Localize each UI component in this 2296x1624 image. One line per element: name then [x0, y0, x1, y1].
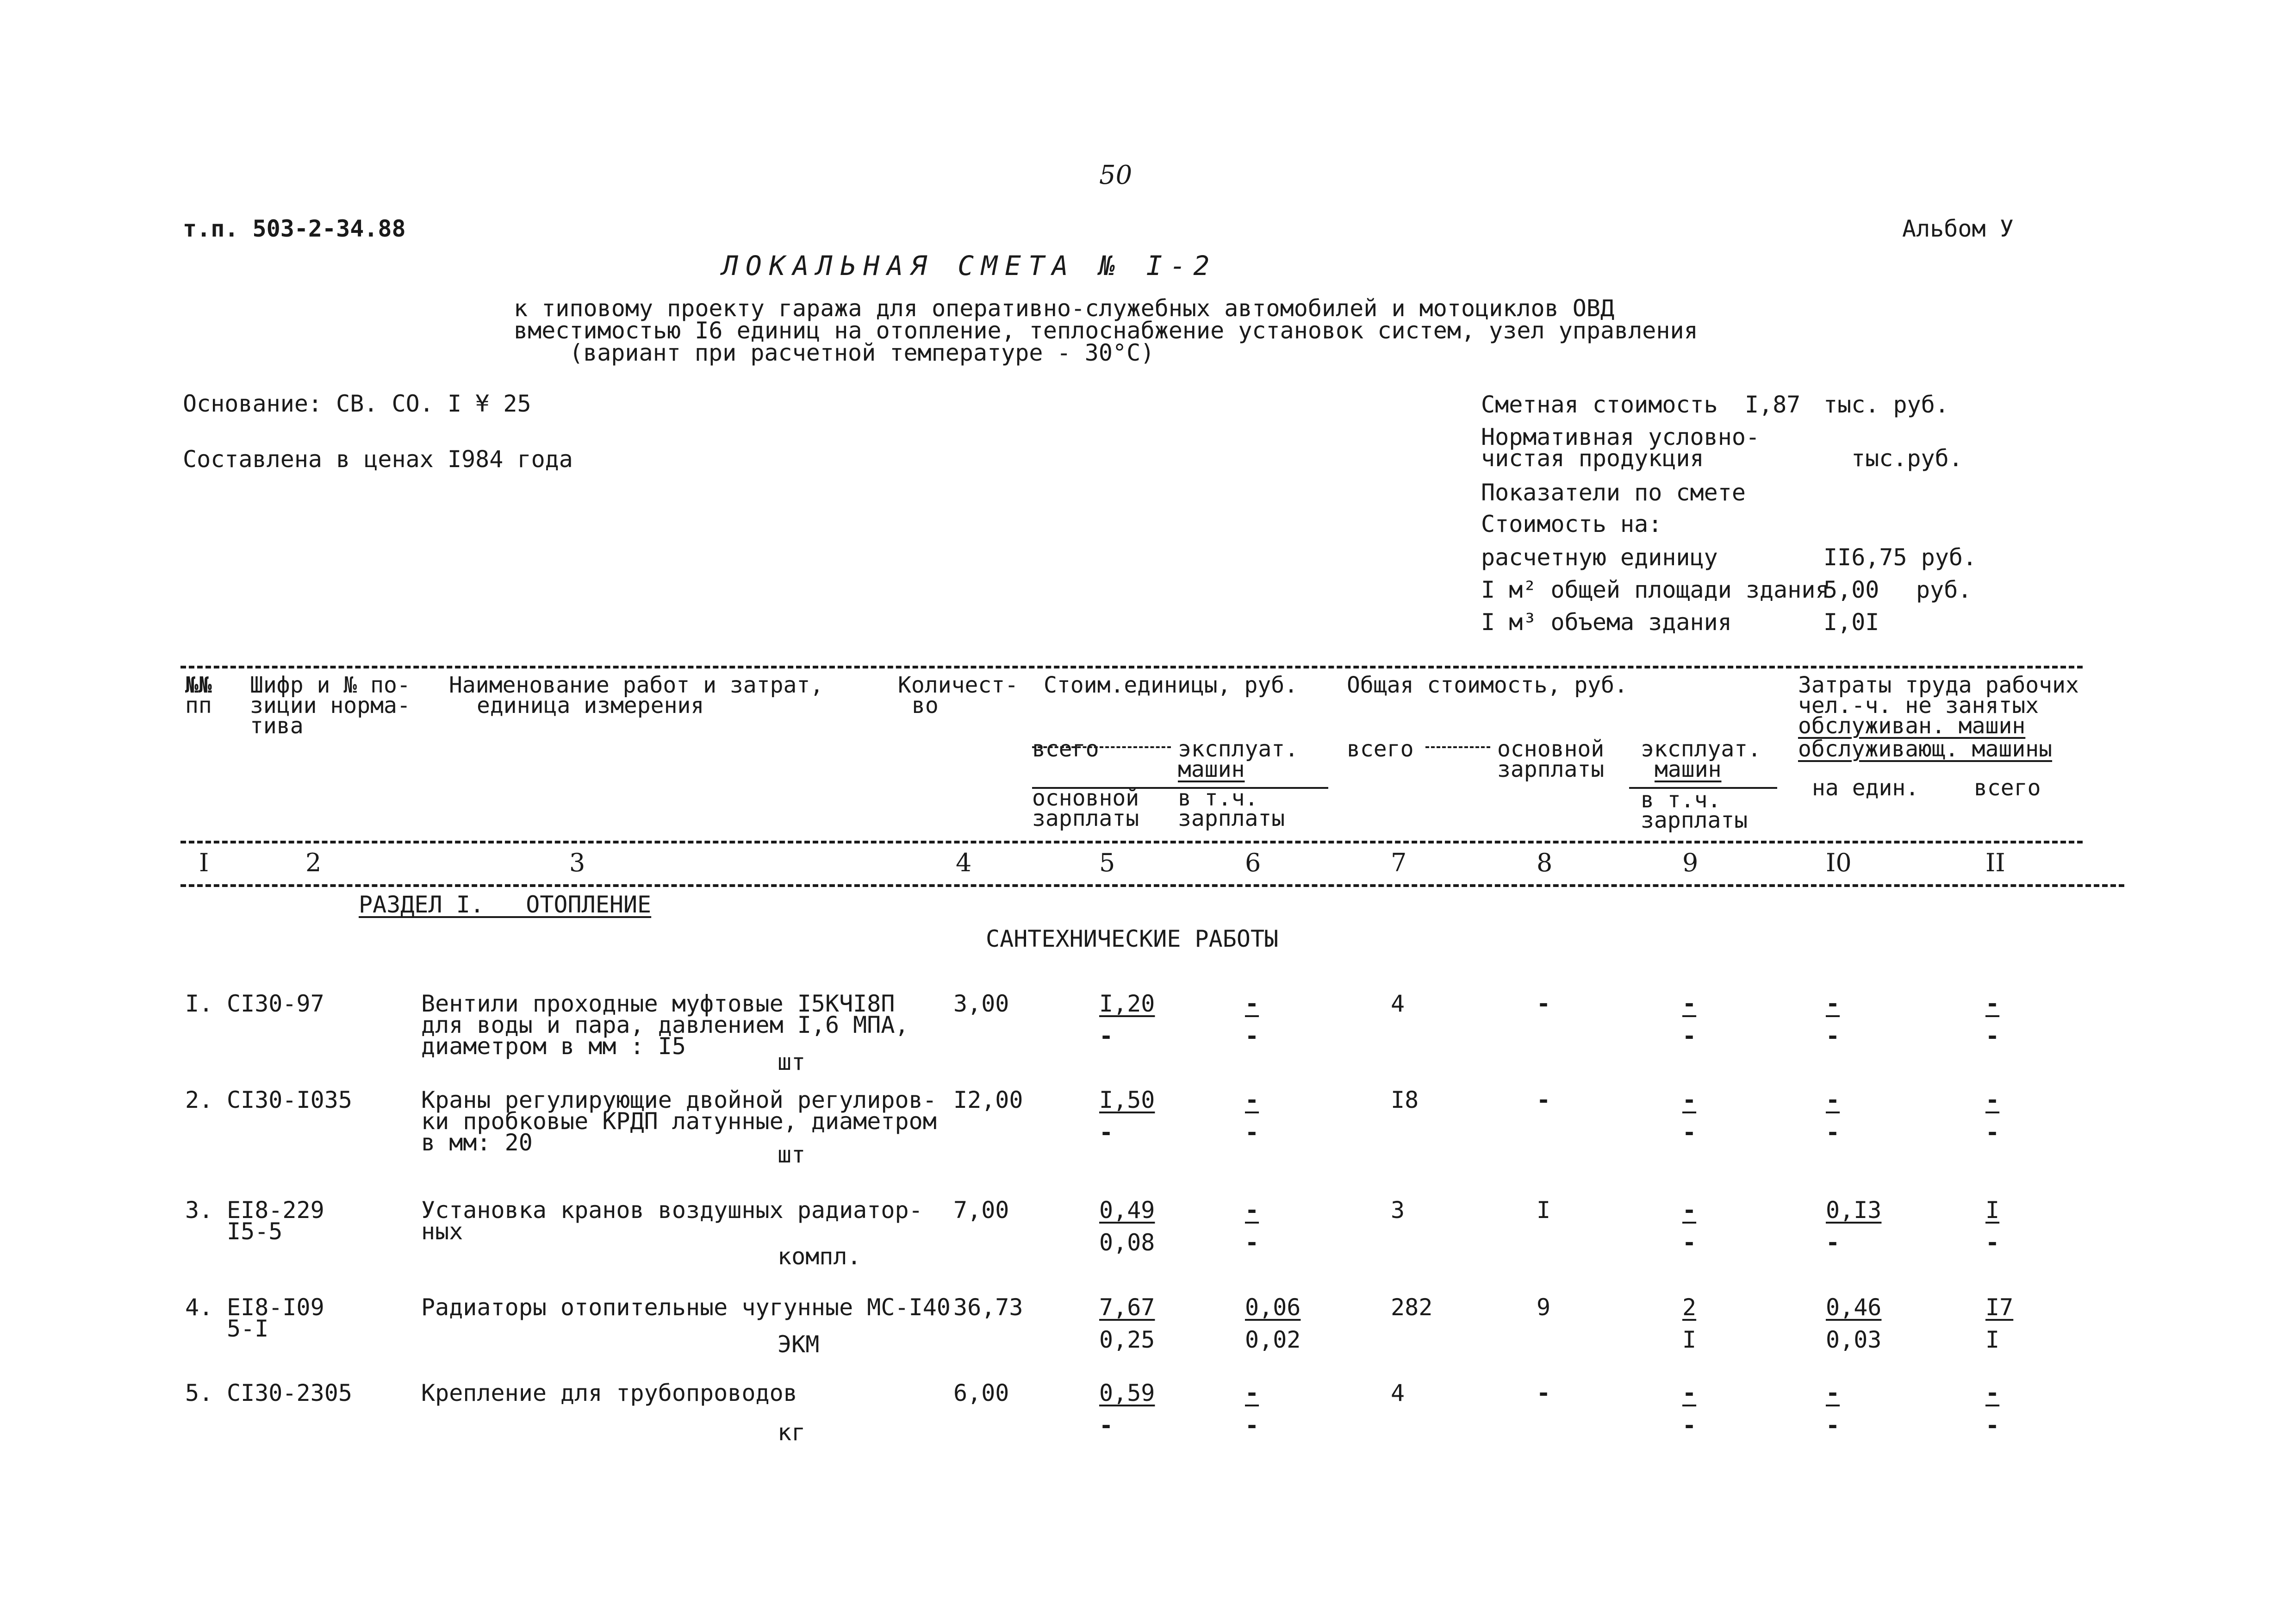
row-number: I. [185, 990, 213, 1017]
unit-cost-exploit: - [1245, 1087, 1259, 1113]
unit-cost-total: I,20 [1099, 990, 1155, 1017]
unit-cost-total: 0,59 [1099, 1380, 1155, 1406]
total-osn-header-a: основной [1497, 736, 1605, 762]
col1-header-a: №№ [185, 672, 212, 698]
area-cost-label: I м² общей площади здания [1481, 576, 1829, 603]
cost-on-label: Стоимость на: [1481, 511, 1662, 537]
labor-total: - [1985, 990, 2000, 1017]
row-quantity: 3,00 [953, 990, 1009, 1017]
estimate-value: I,87 [1745, 391, 1801, 418]
row-code-extra: 5-I [227, 1315, 269, 1342]
labor-header-d: обслуживающ. машины [1798, 736, 2053, 762]
row-name-line: в мм: 20 [421, 1129, 533, 1156]
row-name-line: ки пробковые КРДП латунные, диаметром [421, 1108, 937, 1135]
row-code: ЕI8-I09 [227, 1294, 324, 1321]
labor-per-unit-machines: - [1826, 1119, 1840, 1146]
prices-year-text: Составлена в ценах I984 года [183, 446, 573, 473]
normative-label-2: чистая продукция [1481, 445, 1704, 472]
unit-cost-total: 7,67 [1099, 1294, 1155, 1321]
labor-total-machines: - [1985, 1229, 2000, 1256]
volume-cost-value: I,0I [1823, 609, 1879, 636]
row-quantity: 36,73 [953, 1294, 1023, 1321]
col3-header-a: Наименование работ и затрат, [449, 672, 824, 698]
labor-total-machines: - [1985, 1119, 2000, 1146]
header-bottom-rule [180, 884, 2124, 887]
total-exploit: - [1682, 990, 1697, 1017]
unit-vtch-header-a: в т.ч. [1178, 785, 1258, 811]
labor-header-c: обслуживан. машин [1798, 713, 2026, 739]
area-cost-value: 5,00 [1823, 576, 1879, 603]
unit-cost-exploit-wage: - [1245, 1023, 1259, 1049]
unit-cost-total: 0,49 [1099, 1197, 1155, 1224]
total-exploit-wage: - [1682, 1023, 1697, 1049]
row-unit: кг [778, 1419, 806, 1446]
total-exploit-header-b: машин [1655, 756, 1722, 782]
col-number-3: 3 [569, 848, 585, 877]
row-code: СI30-97 [227, 990, 324, 1017]
total-vtch-header-b: зарплаты [1641, 807, 1748, 833]
row-unit: компл. [778, 1243, 861, 1270]
normative-unit: тыс.руб. [1851, 445, 1963, 472]
total-exploit-wage: - [1682, 1412, 1697, 1439]
total-exploit-header-a: эксплуат. [1641, 736, 1761, 762]
labor-total-machines: I [1985, 1326, 2000, 1353]
labor-header-b: чел.-ч. не занятых [1798, 693, 2039, 718]
labor-per-unit: 0,I3 [1826, 1197, 1882, 1224]
unit-cost-total: I,50 [1099, 1087, 1155, 1113]
labor-per-unit: - [1826, 1380, 1840, 1406]
col-number-9: 9 [1682, 848, 1699, 877]
row-name-line: Вентили проходные муфтовые I5КЧI8П [421, 990, 895, 1017]
total-exploit: 2 [1682, 1294, 1697, 1321]
total-wage: - [1537, 1380, 1551, 1406]
labor-total-header: всего [1974, 775, 2041, 801]
labor-per-unit-machines: - [1826, 1023, 1840, 1049]
labor-per-unit-header: на един. [1812, 775, 1919, 801]
unit-cost-exploit-wage: - [1245, 1119, 1259, 1146]
col-number-1: I [199, 848, 209, 877]
row-quantity: 7,00 [953, 1197, 1009, 1224]
col4-header-a: Количест- [898, 672, 1019, 698]
total-exploit-wage: - [1682, 1229, 1697, 1256]
total-exploit-wage: - [1682, 1119, 1697, 1146]
labor-header-a: Затраты труда рабочих [1798, 672, 2079, 698]
row-quantity: I2,00 [953, 1087, 1023, 1113]
unit-cost-exploit: 0,06 [1245, 1294, 1301, 1321]
col4-header-b: во [912, 693, 939, 718]
unit-exploit-header-b: машин [1178, 756, 1245, 782]
unit-exploit-header-a: эксплуат. [1178, 736, 1299, 762]
album-label: Альбом У [1902, 215, 2014, 242]
col-number-10: I0 [1826, 848, 1852, 877]
unit-cost-exploit-wage: - [1245, 1229, 1259, 1256]
unit-cost-exploit-wage: 0,02 [1245, 1326, 1301, 1353]
col2-header-c: тива [250, 713, 304, 739]
labor-per-unit-machines: - [1826, 1412, 1840, 1439]
row-unit: шт [778, 1049, 806, 1075]
row-number: 4. [185, 1294, 213, 1321]
unit-cost-wage: - [1099, 1119, 1114, 1146]
row-code: ЕI8-229 [227, 1197, 324, 1224]
labor-total: I [1985, 1197, 2000, 1224]
unit-cost-wage: - [1099, 1412, 1114, 1439]
row-unit: ЭКМ [778, 1331, 820, 1358]
col3-header-b: единица измерения [477, 693, 704, 718]
labor-per-unit-machines: - [1826, 1229, 1840, 1256]
row-number: 2. [185, 1087, 213, 1113]
row-code: СI30-2305 [227, 1380, 352, 1406]
header-top-rule [180, 666, 2083, 668]
row-code: СI30-I035 [227, 1087, 352, 1113]
unit-cost-wage: 0,25 [1099, 1326, 1155, 1353]
total-exploit: - [1682, 1197, 1697, 1224]
col-number-11: II [1985, 848, 2005, 877]
area-cost-unit: руб. [1916, 576, 1972, 603]
unit-cost-value: II6,75 руб. [1823, 544, 1977, 571]
labor-total-machines: - [1985, 1412, 2000, 1439]
header-mid-rule [180, 841, 2083, 843]
unit-vtch-header-b: зарплаты [1178, 806, 1285, 831]
unit-cost-exploit-wage: - [1245, 1412, 1259, 1439]
row-name-line: Установка кранов воздушных радиатор- [421, 1197, 923, 1224]
total-wage: 9 [1537, 1294, 1551, 1321]
col-number-7: 7 [1391, 848, 1407, 877]
total-wage: - [1537, 1087, 1551, 1113]
labor-per-unit-machines: 0,03 [1826, 1326, 1882, 1353]
col-number-6: 6 [1245, 848, 1261, 877]
unit-osn-header-b: зарплаты [1032, 806, 1139, 831]
total-exploit: - [1682, 1380, 1697, 1406]
labor-total: I7 [1985, 1294, 2014, 1321]
row-name-line: ных [421, 1218, 463, 1245]
document-code: т.п. 503-2-34.88 [183, 215, 406, 242]
estimate-unit: тыс. руб. [1823, 391, 1949, 418]
labor-per-unit: - [1826, 1087, 1840, 1113]
unit-osn-header-a: основной [1032, 785, 1139, 811]
row-number: 3. [185, 1197, 213, 1224]
col-number-4: 4 [956, 848, 972, 877]
total-cost: 3 [1391, 1197, 1405, 1224]
row-unit: шт [778, 1141, 806, 1168]
section-title: РАЗДЕЛ I. ОТОПЛЕНИЕ [359, 891, 652, 918]
col2-header-a: Шифр и № по- [250, 672, 411, 698]
total-wage: - [1537, 990, 1551, 1017]
col1-header-b: пп [185, 693, 212, 718]
total-cost-header: Общая стоимость, руб. [1347, 672, 1628, 698]
total-exploit: - [1682, 1087, 1697, 1113]
row-name-line: для воды и пара, давлением I,6 МПА, [421, 1012, 909, 1038]
unit-cost-total-header: всего [1032, 736, 1099, 762]
unit-cost-exploit: - [1245, 990, 1259, 1017]
subtitle-line-3: (вариант при расчетной температуре - 30°С) [569, 339, 1155, 366]
unit-cost-exploit: - [1245, 1197, 1259, 1224]
total-cost: 4 [1391, 1380, 1405, 1406]
total-cost: I8 [1391, 1087, 1419, 1113]
labor-total-machines: - [1985, 1023, 2000, 1049]
unit-cost-exploit: - [1245, 1380, 1259, 1406]
row-number: 5. [185, 1380, 213, 1406]
volume-cost-label: I м³ объема здания [1481, 609, 1732, 636]
total-vtch-header-a: в т.ч. [1641, 787, 1721, 813]
labor-total: - [1985, 1380, 2000, 1406]
document-title: ЛОКАЛЬНАЯ СМЕТА № I-2 [722, 250, 1217, 281]
basis-text: Основание: СВ. СО. I ¥ 25 [183, 390, 531, 417]
unit-cost-wage: - [1099, 1023, 1114, 1049]
col-number-5: 5 [1099, 848, 1115, 877]
row-name-line: Радиаторы отопительные чугунные МС-I40 [421, 1294, 951, 1321]
normative-label-1: Нормативная условно- [1481, 424, 1760, 450]
total-osn-header-b: зарплаты [1497, 756, 1605, 782]
unit-cost-dash [1032, 746, 1171, 748]
estimate-label: Сметная стоимость [1481, 391, 1718, 418]
labor-total: - [1985, 1087, 2000, 1113]
col-number-2: 2 [305, 848, 322, 877]
total-cost-dash [1425, 746, 1490, 748]
total-wage: I [1537, 1197, 1551, 1224]
total-cost: 282 [1391, 1294, 1433, 1321]
row-name-line: диаметром в мм : I5 [421, 1033, 686, 1060]
row-quantity: 6,00 [953, 1380, 1009, 1406]
row-name-line: Крепление для трубопроводов [421, 1380, 797, 1406]
subtitle-line-2: вместимостью I6 единиц на отопление, теплоснабжение установок систем, узел управления [514, 317, 1698, 344]
total-exploit-wage: I [1682, 1326, 1697, 1353]
unit-cost-wage: 0,08 [1099, 1229, 1155, 1256]
row-code-extra: I5-5 [227, 1218, 283, 1245]
total-cost: 4 [1391, 990, 1405, 1017]
labor-per-unit: 0,46 [1826, 1294, 1882, 1321]
col2-header-b: зиции норма- [250, 693, 411, 718]
indicators-label: Показатели по смете [1481, 479, 1746, 506]
subtitle-line-1: к типовому проекту гаража для оперативно-служебных автомобилей и мотоциклов ОВД [514, 295, 1615, 322]
unit-cost-header: Стоим.единицы, руб. [1044, 672, 1298, 698]
labor-per-unit: - [1826, 990, 1840, 1017]
unit-cost-label: расчетную единицу [1481, 544, 1718, 571]
total-cost-all-header: всего [1347, 736, 1414, 762]
subsection-title: САНТЕХНИЧЕСКИЕ РАБОТЫ [986, 925, 1279, 952]
row-name-line: Краны регулирующие двойной регулиров- [421, 1087, 937, 1113]
col-number-8: 8 [1537, 848, 1553, 877]
page-number: 50 [1099, 160, 1132, 190]
